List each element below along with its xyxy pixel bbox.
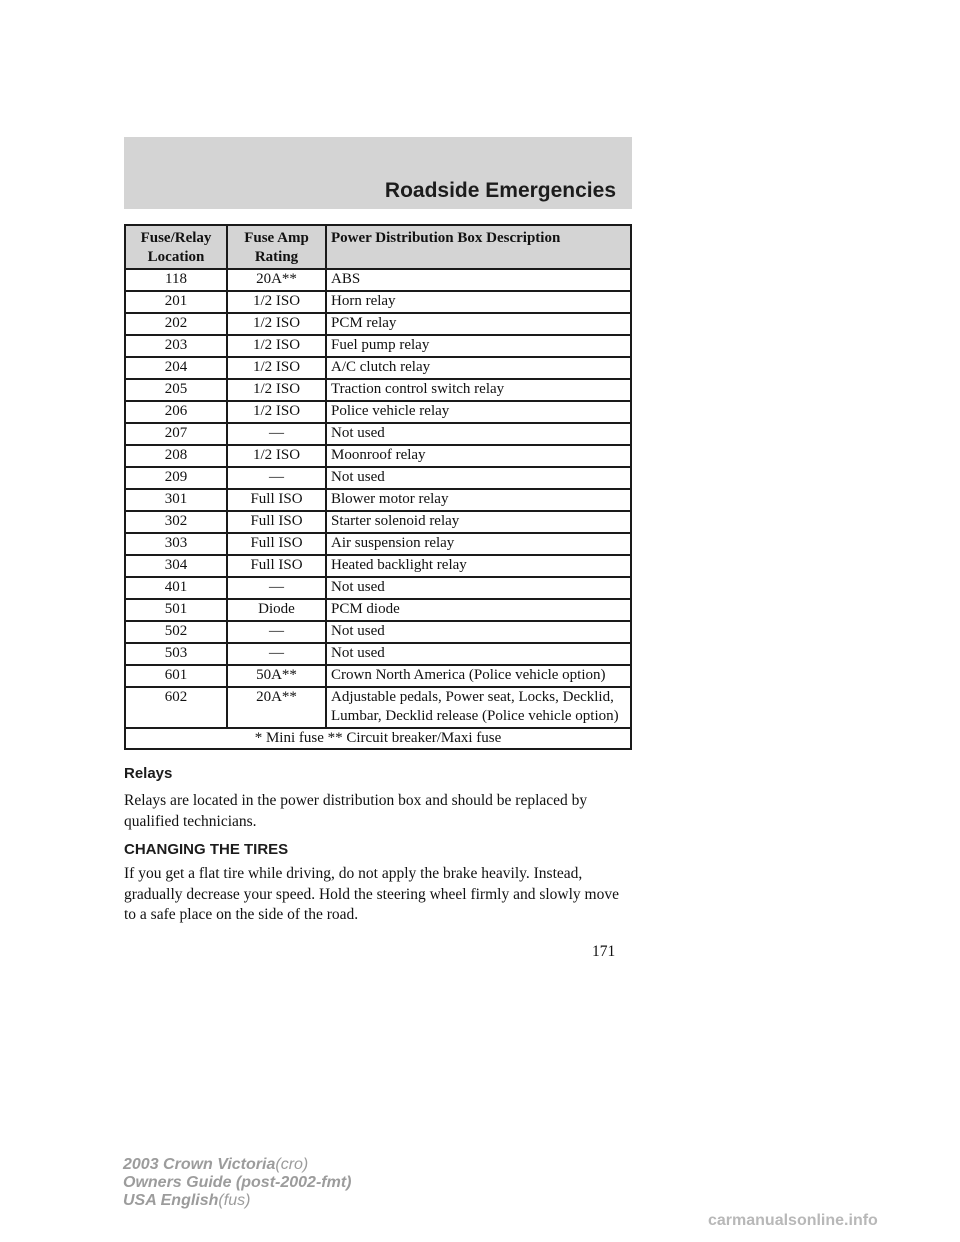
fuse-relay-table	[124, 224, 632, 750]
table-row	[125, 335, 631, 357]
cell-location: 208	[125, 445, 227, 467]
table-row	[125, 467, 631, 489]
cell-location: 206	[125, 401, 227, 423]
cell-amp-rating: 20A**	[227, 269, 326, 291]
cell-location: 502	[125, 621, 227, 643]
footer-model-name: 2003 Crown Victoria	[123, 1156, 276, 1173]
cell-description: Not used	[326, 577, 631, 599]
cell-amp-rating: 1/2 ISO	[227, 401, 326, 423]
table-row	[125, 357, 631, 379]
table-row	[125, 643, 631, 665]
cell-description: Starter solenoid relay	[326, 511, 631, 533]
cell-location: 503	[125, 643, 227, 665]
cell-location: 302	[125, 511, 227, 533]
footer-language-name: USA English	[123, 1192, 219, 1209]
cell-description: Air suspension relay	[326, 533, 631, 555]
cell-location: 501	[125, 599, 227, 621]
section-header-band	[124, 137, 632, 209]
cell-description: Not used	[326, 643, 631, 665]
table-row	[125, 313, 631, 335]
table-row	[125, 379, 631, 401]
section-title: Roadside Emergencies	[384, 179, 616, 202]
cell-description: Heated backlight relay	[326, 555, 631, 577]
table-row	[125, 665, 631, 687]
cell-location: 301	[125, 489, 227, 511]
cell-amp-rating: —	[227, 577, 326, 599]
cell-amp-rating: 1/2 ISO	[227, 335, 326, 357]
cell-location: 602	[125, 687, 227, 728]
cell-description: Not used	[326, 467, 631, 489]
table-row	[125, 291, 631, 313]
document-footer	[123, 1156, 351, 1210]
footer-language-code: (fus)	[218, 1192, 251, 1209]
cell-amp-rating: Full ISO	[227, 533, 326, 555]
cell-amp-rating: Full ISO	[227, 555, 326, 577]
cell-description: Traction control switch relay	[326, 379, 631, 401]
cell-amp-rating: —	[227, 423, 326, 445]
table-row	[125, 533, 631, 555]
table-row	[125, 401, 631, 423]
column-header-location: Fuse/Relay Location	[125, 225, 227, 269]
table-row	[125, 511, 631, 533]
cell-amp-rating: 1/2 ISO	[227, 291, 326, 313]
cell-description: PCM relay	[326, 313, 631, 335]
page-number: 171	[592, 943, 616, 960]
cell-amp-rating: Full ISO	[227, 511, 326, 533]
cell-description: Police vehicle relay	[326, 401, 631, 423]
cell-location: 601	[125, 665, 227, 687]
cell-amp-rating: 1/2 ISO	[227, 313, 326, 335]
table-row	[125, 423, 631, 445]
column-header-amp-rating: Fuse Amp Rating	[227, 225, 326, 269]
cell-description: Not used	[326, 621, 631, 643]
cell-amp-rating: 1/2 ISO	[227, 357, 326, 379]
column-header-description: Power Distribution Box Description	[326, 225, 631, 269]
cell-location: 201	[125, 291, 227, 313]
cell-location: 401	[125, 577, 227, 599]
table-row	[125, 577, 631, 599]
changing-tires-paragraph: If you get a flat tire while driving, do not apply the brake heavily. Instead, gradually decrease your speed. Hold the steering wheel firmly and slowly move to a safe place on the side of the road.	[124, 865, 619, 923]
cell-description: PCM diode	[326, 599, 631, 621]
relays-heading: Relays	[124, 765, 173, 782]
footer-model-code: (cro)	[275, 1156, 309, 1173]
changing-tires-heading: CHANGING THE TIRES	[124, 841, 289, 858]
cell-amp-rating: Diode	[227, 599, 326, 621]
cell-location: 205	[125, 379, 227, 401]
cell-amp-rating: 1/2 ISO	[227, 445, 326, 467]
table-row	[125, 555, 631, 577]
cell-description: A/C clutch relay	[326, 357, 631, 379]
cell-amp-rating: —	[227, 643, 326, 665]
table-header-row	[125, 225, 631, 269]
cell-amp-rating: 50A**	[227, 665, 326, 687]
cell-location: 202	[125, 313, 227, 335]
table-footnote-row	[125, 728, 631, 749]
table-row	[125, 269, 631, 291]
table-row	[125, 445, 631, 467]
table-row	[125, 687, 631, 728]
cell-location: 207	[125, 423, 227, 445]
footer-line-guide: Owners Guide (post-2002-fmt)	[123, 1174, 352, 1191]
cell-amp-rating: —	[227, 467, 326, 489]
cell-description: Adjustable pedals, Power seat, Locks, Decklid, Lumbar, Decklid release (Police vehicle option)	[326, 687, 631, 728]
cell-description: Horn relay	[326, 291, 631, 313]
table-row	[125, 621, 631, 643]
cell-location: 118	[125, 269, 227, 291]
cell-description: Fuel pump relay	[326, 335, 631, 357]
footer-line-language	[123, 1192, 351, 1210]
relays-paragraph: Relays are located in the power distribution box and should be replaced by qualified technicians.	[124, 792, 588, 830]
footer-line-model	[123, 1156, 351, 1174]
cell-location: 303	[125, 533, 227, 555]
cell-amp-rating: —	[227, 621, 326, 643]
table-row	[125, 599, 631, 621]
cell-location: 304	[125, 555, 227, 577]
cell-description: Crown North America (Police vehicle option)	[326, 665, 631, 687]
watermark-text: carmanualsonline.info	[708, 1212, 878, 1229]
table-row	[125, 489, 631, 511]
cell-description: Not used	[326, 423, 631, 445]
table-body	[125, 269, 631, 728]
cell-location: 203	[125, 335, 227, 357]
cell-description: Moonroof relay	[326, 445, 631, 467]
table-footnote: * Mini fuse ** Circuit breaker/Maxi fuse	[125, 728, 631, 749]
cell-amp-rating: 1/2 ISO	[227, 379, 326, 401]
cell-location: 209	[125, 467, 227, 489]
cell-amp-rating: Full ISO	[227, 489, 326, 511]
cell-description: ABS	[326, 269, 631, 291]
cell-amp-rating: 20A**	[227, 687, 326, 728]
cell-description: Blower motor relay	[326, 489, 631, 511]
cell-location: 204	[125, 357, 227, 379]
